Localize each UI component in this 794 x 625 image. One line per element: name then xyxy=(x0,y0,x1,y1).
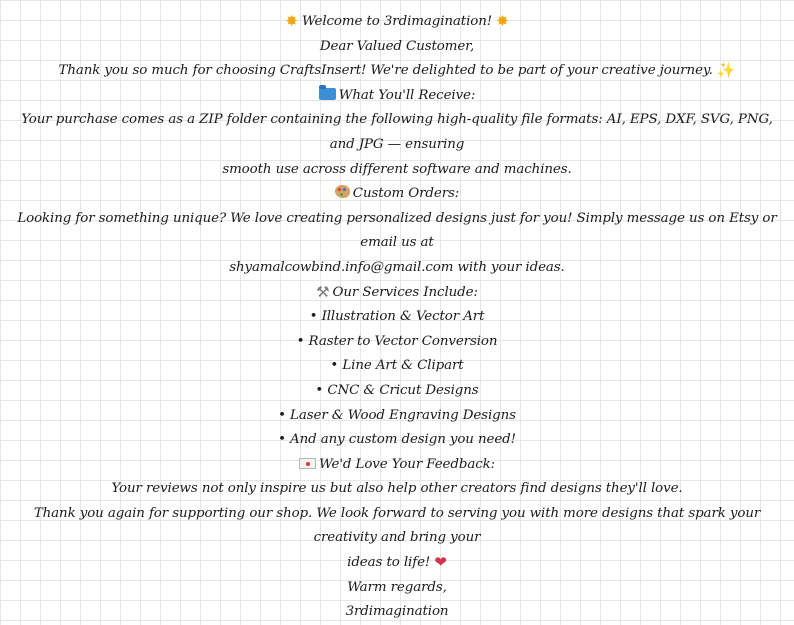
greeting: Dear Valued Customer, xyxy=(319,38,475,54)
closing-1: Thank you again for supporting our shop. We look forward to serving you with more designs that spark your creativity and bring your xyxy=(33,505,761,546)
service-item: • And any custom design you need! xyxy=(278,432,516,448)
sparkles-icon: ✨ xyxy=(716,61,736,80)
folder-icon xyxy=(319,88,336,100)
sun-icon: ✸ xyxy=(496,12,509,30)
service-item: • CNC & Cricut Designs xyxy=(315,382,479,398)
custom-heading: Custom Orders: xyxy=(352,186,460,202)
closing-2-line xyxy=(14,551,780,576)
receive-body-2: smooth use across different software and machines. xyxy=(222,161,572,177)
envelope-icon xyxy=(299,458,316,469)
receive-heading-line xyxy=(14,84,780,109)
services-heading: Our Services Include: xyxy=(332,284,478,300)
heart-icon: ❤ xyxy=(434,553,447,572)
service-item: • Raster to Vector Conversion xyxy=(296,333,498,349)
custom-heading-line xyxy=(14,182,780,207)
thank-you-letter xyxy=(0,10,794,625)
feedback-heading: We'd Love Your Feedback: xyxy=(318,456,496,472)
closing-2: ideas to life! xyxy=(347,555,431,571)
custom-body-2: shyamalcowbind.info@gmail.com with your ideas. xyxy=(229,259,565,275)
tools-icon: ⚒ xyxy=(316,282,330,301)
welcome-line xyxy=(14,10,780,35)
sun-icon: ✸ xyxy=(285,12,298,30)
welcome-text: Welcome to 3rdimagination! xyxy=(301,14,493,29)
service-item: • Line Art & Clipart xyxy=(330,358,464,374)
feedback-body: Your reviews not only inspire us but also help other creators find designs they'll love. xyxy=(111,481,683,497)
thanks-text: Thank you so much for choosing CraftsInsert! We're delighted to be part of your creative journey. xyxy=(58,63,713,79)
signature: 3rdimagination xyxy=(345,604,449,620)
sign-off: Warm regards, xyxy=(347,579,447,595)
thanks-line xyxy=(14,59,780,84)
receive-heading: What You'll Receive: xyxy=(338,87,476,103)
services-heading-line xyxy=(14,281,780,306)
feedback-heading-line xyxy=(14,453,780,478)
palette-icon xyxy=(335,185,350,198)
service-item: • Laser & Wood Engraving Designs xyxy=(278,407,516,423)
receive-body-1: Your purchase comes as a ZIP folder containing the following high-quality file formats: AI, EPS, DXF, SVG, PNG, and JPG — ensuring xyxy=(21,112,773,152)
custom-body-1: Looking for something unique? We love creating personalized designs just for you! Simply message us on Etsy or email us at xyxy=(17,210,777,251)
service-item: • Illustration & Vector Art xyxy=(309,309,485,325)
